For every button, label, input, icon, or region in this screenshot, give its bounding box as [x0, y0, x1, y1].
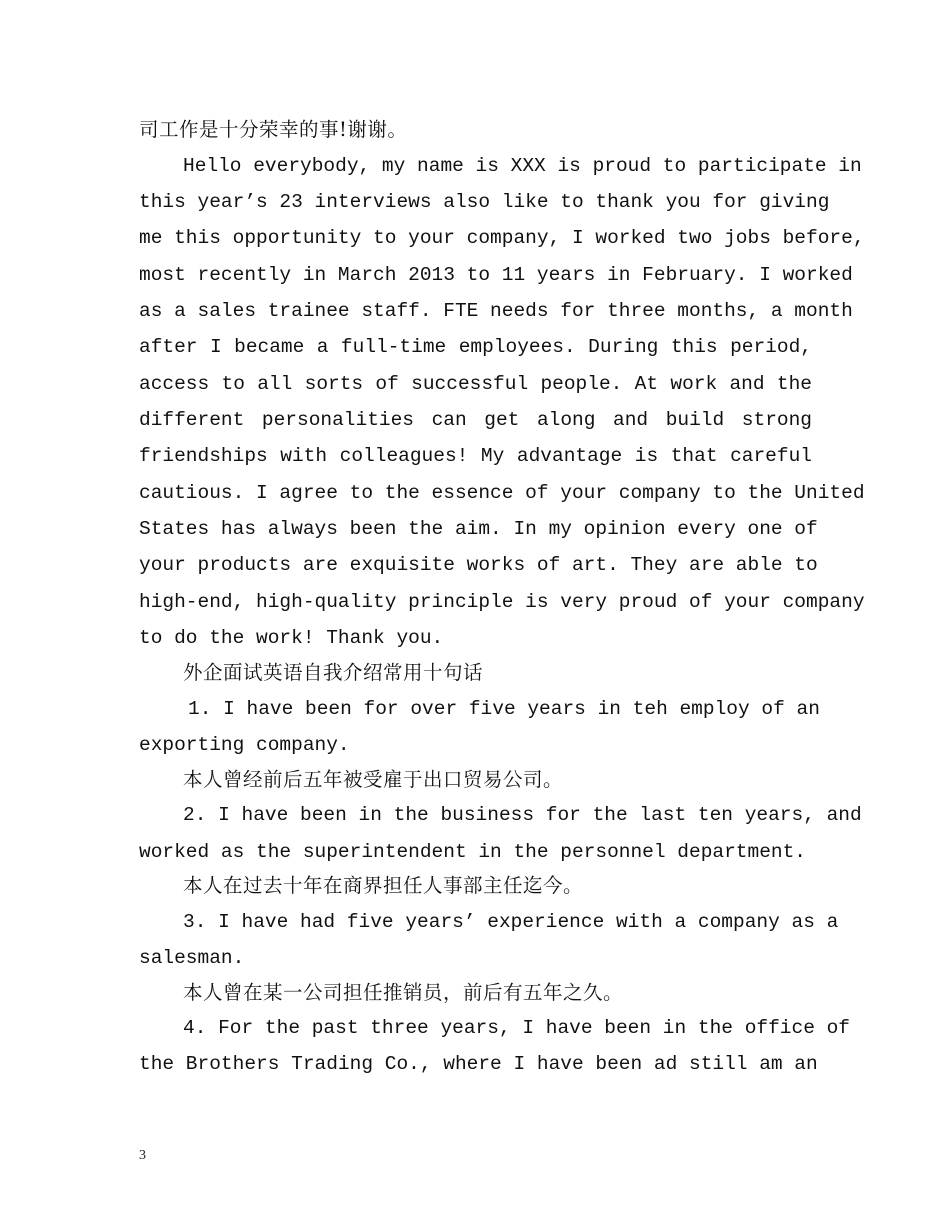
text-line: the Brothers Trading Co., where I have been ad still am an: [139, 1053, 818, 1075]
text-line: 本人曾经前后五年被受雇于出口贸易公司。: [183, 768, 564, 791]
text-line: access to all sorts of successful people. At work and the: [139, 373, 812, 395]
text-line: different personalities can get along and build strong: [139, 409, 812, 431]
text-line: as a sales trainee staff. FTE needs for three months, a month: [139, 300, 853, 322]
text-line: 1. I have been for over five years in teh employ of an: [188, 698, 820, 720]
text-line: high-end, high-quality principle is very proud of your company: [139, 591, 865, 613]
text-line: most recently in March 2013 to 11 years in February. I worked: [139, 264, 853, 286]
text-line: 3. I have had five years’ experience with a company as a: [183, 911, 839, 933]
text-line: me this opportunity to your company, I worked two jobs before,: [139, 227, 865, 249]
text-line: this year’s 23 interviews also like to thank you for giving: [139, 191, 830, 213]
text-line: 司工作是十分荣幸的事!谢谢。: [139, 118, 408, 141]
text-line: worked as the superintendent in the personnel department.: [139, 841, 807, 863]
text-line: to do the work! Thank you.: [139, 627, 444, 649]
text-line: 本人曾在某一公司担任推销员，前后有五年之久。: [183, 981, 624, 1004]
text-line: cautious. I agree to the essence of your company to the United: [139, 482, 865, 504]
text-line: after I became a full-time employees. During this period,: [139, 336, 812, 358]
text-line: States has always been the aim. In my opinion every one of: [139, 518, 818, 540]
text-line: Hello everybody, my name is XXX is proud to participate in: [183, 155, 862, 177]
text-line: 4. For the past three years, I have been in the office of: [183, 1017, 851, 1039]
text-line: 本人在过去十年在商界担任人事部主任迄今。: [183, 874, 584, 897]
section-heading: 外企面试英语自我介绍常用十句话: [183, 661, 484, 684]
text-line: your products are exquisite works of art. They are able to: [139, 554, 818, 576]
text-line: exporting company.: [139, 734, 350, 756]
text-line: salesman.: [139, 947, 245, 969]
page-number: 3: [139, 1148, 146, 1163]
text-line: 2. I have been in the business for the last ten years, and: [183, 804, 862, 826]
text-line: friendships with colleagues! My advantage is that careful: [139, 445, 812, 467]
